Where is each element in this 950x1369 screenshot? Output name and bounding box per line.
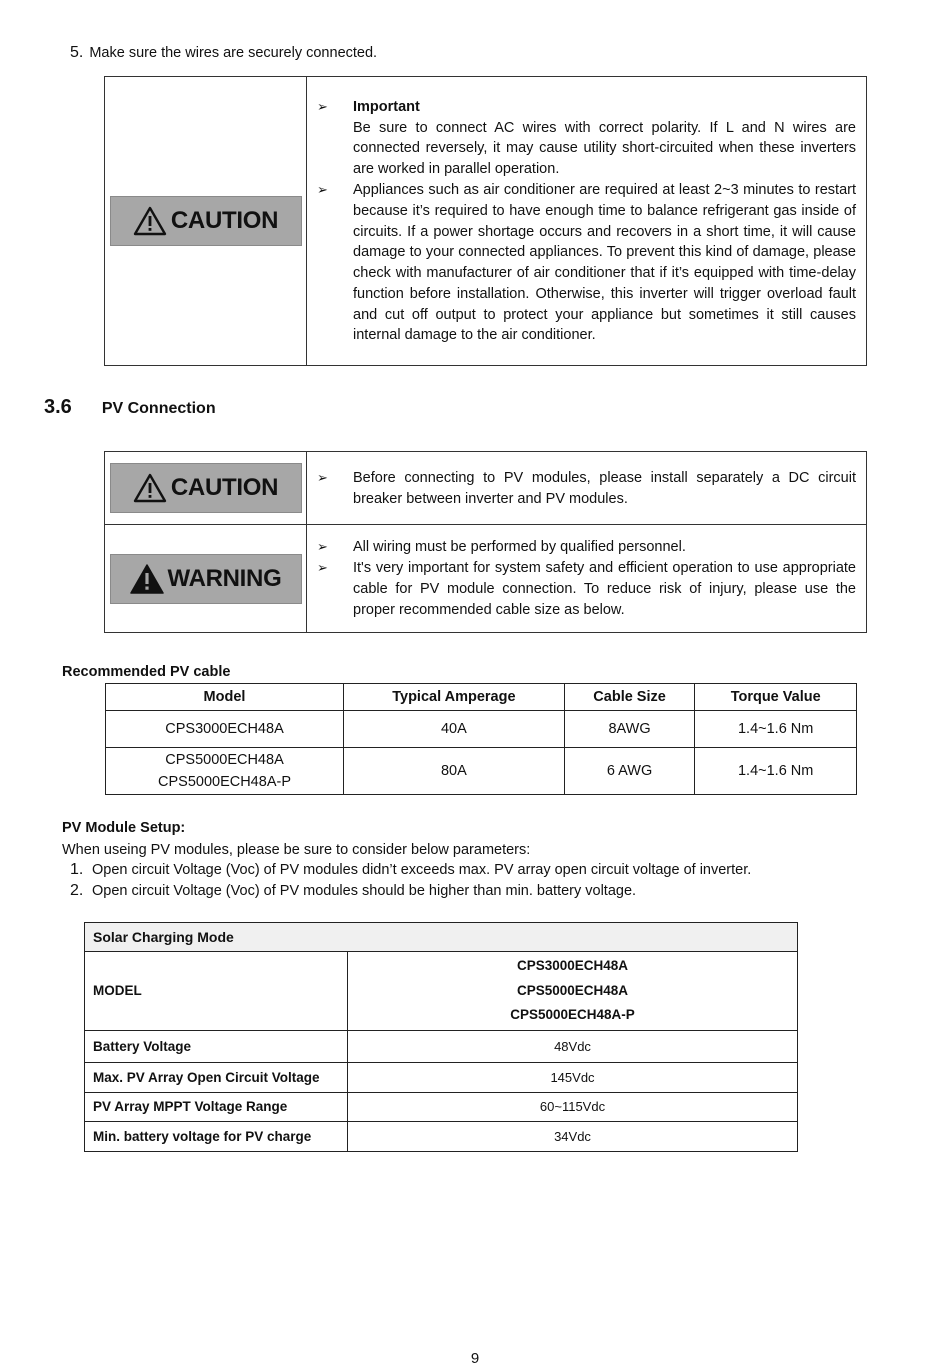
pv-warning-body (307, 525, 867, 633)
caution-label: CAUTION (170, 474, 279, 501)
table-title: Solar Charging Mode (85, 923, 798, 952)
caution-item (317, 180, 856, 346)
step-text: Make sure the wires are securely connected. (89, 45, 378, 61)
model-name: CPS5000ECH48A-P (510, 1007, 635, 1022)
table-row (106, 711, 857, 748)
column-header: Typical Amperage (344, 684, 565, 711)
warning-filled-triangle-icon (130, 563, 164, 595)
pv-caution-body (307, 452, 867, 525)
step-number: 5. (70, 44, 84, 61)
column-header: Cable Size (564, 684, 695, 711)
warning-triangle-icon (133, 205, 167, 237)
pv-notice-table (104, 451, 867, 633)
module-setup-intro: When useing PV modules, please be sure to consider below parameters: (62, 842, 531, 858)
param-label: Min. battery voltage for PV charge (85, 1121, 348, 1151)
param-label: Battery Voltage (85, 1030, 348, 1062)
torque-cell: 1.4~1.6 Nm (695, 711, 857, 748)
list-number: 1. (70, 861, 84, 878)
amperage-cell: 40A (344, 711, 565, 748)
pv-caution-item (317, 468, 856, 510)
cable-size-cell: 8AWG (564, 711, 695, 748)
table-row (106, 748, 857, 795)
table-row (85, 1121, 798, 1151)
important-heading: Important (353, 98, 420, 115)
caution-sign-cell (105, 452, 307, 525)
solar-charging-table (84, 922, 798, 1152)
param-label: PV Array MPPT Voltage Range (85, 1092, 348, 1121)
caution-item (317, 97, 856, 180)
model-list (348, 952, 798, 1031)
model-name: CPS3000ECH48A (516, 958, 629, 973)
param-value: 34Vdc (348, 1121, 798, 1151)
model-cell: CPS3000ECH48A (106, 711, 344, 748)
caution-label: CAUTION (170, 207, 279, 234)
arrow-bullet-icon: ➢ (317, 539, 328, 555)
list-number: 2. (70, 881, 84, 899)
step-5 (70, 44, 377, 62)
table-row (85, 1030, 798, 1062)
pv-warning-text: It's very important for system safety and efficient operation to use appropriate cable for PV module connection. To reduce risk of injury, please use the proper recommended cable size as below. (353, 560, 856, 618)
caution-sign-cell (105, 77, 307, 366)
model-label: MODEL (85, 952, 348, 1031)
list-text: Open circuit Voltage (Voc) of PV modules should be higher than min. battery voltage. (92, 882, 637, 899)
model-name: CPS5000ECH48A-P (158, 774, 291, 790)
page-number: 9 (470, 1350, 480, 1367)
model-name: CPS5000ECH48A (165, 752, 284, 768)
arrow-bullet-icon: ➢ (317, 469, 328, 485)
warning-sign (110, 554, 302, 604)
model-cell (106, 748, 344, 795)
param-label: Max. PV Array Open Circuit Voltage (85, 1062, 348, 1092)
pv-warning-item (317, 558, 856, 620)
torque-cell: 1.4~1.6 Nm (695, 748, 857, 795)
param-value: 145Vdc (348, 1062, 798, 1092)
section-title: PV Connection (101, 400, 216, 417)
warning-sign-cell (105, 525, 307, 633)
warning-triangle-icon (133, 472, 167, 504)
caution-body (307, 77, 867, 366)
caution-sign (110, 463, 302, 513)
pv-warning-item (317, 537, 856, 558)
table-header-row (106, 684, 857, 711)
pv-cable-table (105, 683, 857, 795)
column-header: Torque Value (695, 684, 857, 711)
arrow-bullet-icon: ➢ (317, 560, 328, 576)
section-heading (44, 396, 216, 419)
list-item (70, 881, 751, 902)
column-header: Model (106, 684, 344, 711)
model-name: CPS5000ECH48A (516, 982, 629, 998)
table-row (85, 1062, 798, 1092)
section-number: 3.6 (44, 396, 72, 418)
cable-table-label: Recommended PV cable (62, 664, 231, 680)
table-row (85, 952, 798, 1031)
module-setup-list (70, 860, 751, 902)
arrow-bullet-icon: ➢ (317, 181, 328, 197)
param-value: 60~115Vdc (348, 1092, 798, 1121)
param-value: 48Vdc (348, 1030, 798, 1062)
list-item (70, 860, 751, 881)
caution-item-text: Be sure to connect AC wires with correct polarity. If L and N wires are connected reversely, it may cause utility short-circuited when these inverters are worked in parallel operation. (353, 119, 856, 178)
cable-size-cell: 6 AWG (564, 748, 695, 795)
module-setup-label: PV Module Setup: (62, 820, 186, 836)
caution-sign (110, 196, 302, 246)
caution-item-text: Appliances such as air conditioner are required at least 2~3 minutes to restart because it’s required to have enough time to balance refrigerant gas inside of circuits. If a power shortage occurs and recovers in a short time, it will cause damage to your connected appliances. To prevent this kind of damage, please check with manufacturer of air conditioner that if it’s equipped with time-delay function before installation. Otherwise, this inverter will trigger overload fault and cut off output to protect your appliance but sometimes it still causes internal damage to the air conditioner. (353, 181, 856, 344)
pv-caution-text: Before connecting to PV modules, please install separately a DC circuit breaker between inverter and PV modules. (353, 469, 856, 507)
table-row (85, 1092, 798, 1121)
pv-warning-text: All wiring must be performed by qualified personnel. (353, 539, 686, 556)
warning-label: WARNING (167, 564, 282, 592)
list-text: Open circuit Voltage (Voc) of PV modules didn’t exceeds max. PV array open circuit voltage of inverter. (92, 862, 752, 878)
amperage-cell: 80A (344, 748, 565, 795)
caution-notice-ac (104, 76, 867, 366)
arrow-bullet-icon: ➢ (317, 98, 328, 114)
